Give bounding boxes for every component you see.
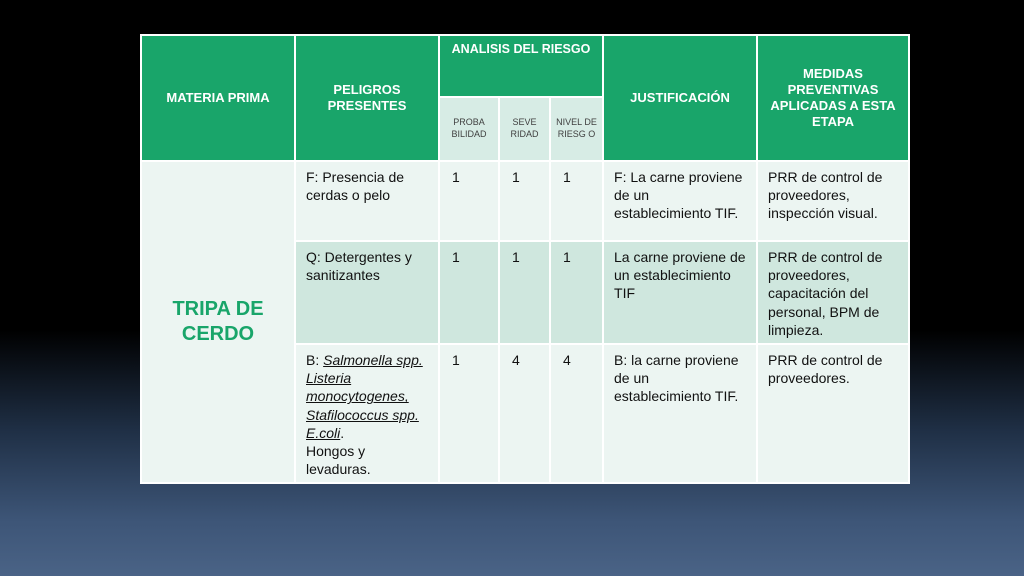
medidas-cell: PRR de control de proveedores, inspección visual. bbox=[757, 161, 909, 241]
header-analisis-riesgo: ANALISIS DEL RIESGO bbox=[439, 35, 603, 97]
header-medidas-preventivas: MEDIDAS PREVENTIVAS APLICADAS A ESTA ETAPA bbox=[757, 35, 909, 161]
materia-prima-cell: TRIPA DE CERDO bbox=[141, 161, 295, 483]
header-peligros-presentes: PELIGROS PRESENTES bbox=[295, 35, 439, 161]
pathogen-listeria: Listeria monocytogenes, bbox=[306, 370, 409, 405]
probabilidad-cell: 1 bbox=[439, 241, 499, 344]
header-severidad: SEVE RIDAD bbox=[499, 97, 550, 161]
header-probabilidad: PROBA BILIDAD bbox=[439, 97, 499, 161]
severidad-cell: 1 bbox=[499, 161, 550, 241]
probabilidad-cell: 1 bbox=[439, 344, 499, 483]
pathogen-stafilococcus: Stafilococcus spp. bbox=[306, 406, 419, 423]
pathogen-ecoli-dot: . bbox=[340, 424, 345, 441]
justificacion-cell: La carne proviene de un establecimiento TIF bbox=[603, 241, 757, 344]
severidad-cell: 1 bbox=[499, 241, 550, 344]
peligro-cell: F: Presencia de cerdas o pelo bbox=[295, 161, 439, 241]
probabilidad-cell: 1 bbox=[439, 161, 499, 241]
header-nivel-riesgo: NIVEL DE RIESG O bbox=[550, 97, 603, 161]
pathogen-ecoli: E.coli bbox=[306, 424, 341, 441]
pathogen-salmonella: Salmonella spp. bbox=[323, 351, 423, 368]
peligro-prefix: B: bbox=[306, 351, 324, 368]
justificacion-cell: F: La carne proviene de un establecimiento TIF. bbox=[603, 161, 757, 241]
peligro-hongos: Hongos y levaduras. bbox=[306, 442, 371, 478]
medidas-cell: PRR de control de proveedores, capacitación del personal, BPM de limpieza. bbox=[757, 241, 909, 344]
justificacion-cell: B: la carne proviene de un establecimiento TIF. bbox=[603, 344, 757, 483]
medidas-cell: PRR de control de proveedores. bbox=[757, 344, 909, 483]
peligro-cell bbox=[295, 344, 439, 483]
header-justificacion: JUSTIFICACIÓN bbox=[603, 35, 757, 161]
nivel-riesgo-cell: 1 bbox=[550, 161, 603, 241]
nivel-riesgo-cell: 1 bbox=[550, 241, 603, 344]
severidad-cell: 4 bbox=[499, 344, 550, 483]
nivel-riesgo-cell: 4 bbox=[550, 344, 603, 483]
header-materia-prima: MATERIA PRIMA bbox=[141, 35, 295, 161]
hazard-analysis-table bbox=[140, 34, 910, 484]
table-row bbox=[141, 161, 909, 241]
peligro-cell: Q: Detergentes y sanitizantes bbox=[295, 241, 439, 344]
